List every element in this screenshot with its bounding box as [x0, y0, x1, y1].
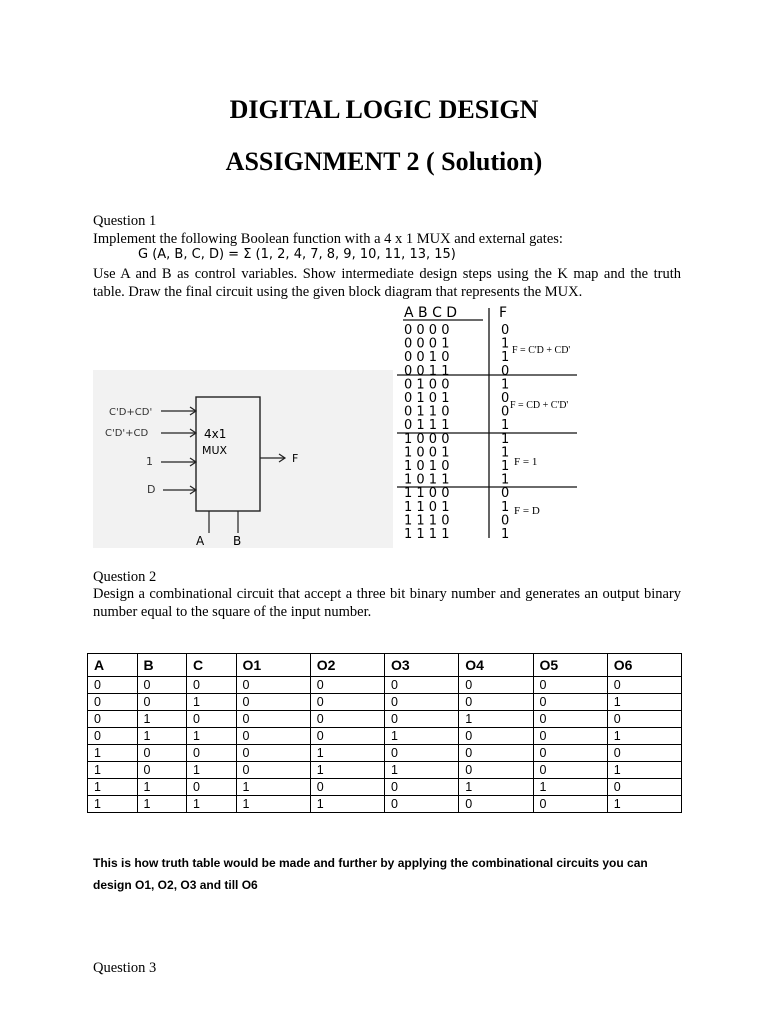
column-header: A	[88, 654, 138, 677]
hand-row-output: 0	[501, 323, 510, 338]
table-cell: 0	[137, 745, 187, 762]
table-row	[88, 745, 682, 762]
mux-input-2: 1	[146, 455, 153, 468]
hand-row-inputs: 0 1 0 0	[404, 377, 450, 393]
table-cell: 0	[310, 728, 384, 745]
hand-row-output: 0	[501, 363, 510, 379]
table-cell: 0	[459, 677, 533, 694]
table-cell: 0	[459, 796, 533, 813]
table-cell: 0	[88, 728, 138, 745]
hand-rows	[404, 323, 509, 540]
table-row	[88, 779, 682, 796]
truth-table-header	[88, 654, 682, 677]
table-cell: 0	[607, 745, 681, 762]
mux-label-1: 4x1	[204, 427, 227, 441]
table-cell: 1	[607, 694, 681, 711]
hand-row-inputs: 1 1 0 1	[404, 499, 450, 515]
table-cell: 0	[385, 711, 459, 728]
table-cell: 0	[187, 745, 237, 762]
table-cell: 1	[88, 762, 138, 779]
table-cell: 0	[607, 711, 681, 728]
table-cell: 1	[607, 728, 681, 745]
column-header: B	[137, 654, 187, 677]
table-cell: 0	[385, 677, 459, 694]
page-title: DIGITAL LOGIC DESIGN	[229, 95, 539, 124]
hand-row-output: 1	[501, 350, 510, 366]
table-cell: 0	[137, 762, 187, 779]
column-header: O2	[310, 654, 384, 677]
column-header: O3	[385, 654, 459, 677]
mux-output: F	[292, 452, 299, 465]
table-cell: 0	[533, 762, 607, 779]
table-cell: 0	[236, 711, 310, 728]
mux-diagram	[93, 370, 393, 548]
hand-row-inputs: 1 1 1 1	[404, 527, 450, 540]
column-header: O1	[236, 654, 310, 677]
mux-input-1: C'D'+CD	[105, 428, 149, 439]
hand-row-output: 1	[501, 527, 510, 540]
truth-table-note: This is how truth table would be made and further by applying the combinational circuits you can design O1, O2, O3 and till O6	[93, 856, 648, 892]
hand-row-output: 1	[501, 377, 510, 393]
table-cell: 0	[236, 745, 310, 762]
hand-row-inputs: 1 0 0 0	[404, 431, 450, 447]
table-cell: 1	[88, 745, 138, 762]
table-cell: 0	[607, 677, 681, 694]
table-cell: 1	[533, 779, 607, 796]
table-cell: 1	[385, 728, 459, 745]
hand-header-inputs: A B C D	[404, 305, 458, 321]
group-label-3: F = 1	[514, 456, 538, 468]
truth-table	[87, 653, 682, 813]
hand-row-inputs: 1 1 0 0	[404, 486, 450, 502]
question-1-instructions: Use A and B as control variables. Show intermediate design steps using the K map and the truth table. Draw the final circuit using the given block diagram that represents the MUX.	[93, 266, 681, 300]
table-cell: 0	[533, 745, 607, 762]
table-cell: 1	[187, 694, 237, 711]
table-cell: 1	[236, 796, 310, 813]
table-cell: 1	[607, 796, 681, 813]
hand-header-output: F	[499, 305, 508, 321]
table-cell: 0	[385, 779, 459, 796]
table-cell: 0	[236, 694, 310, 711]
question-2-text: Design a combinational circuit that accept a three bit binary number and generates an output binary number equal to the square of the input number.	[93, 586, 681, 620]
hand-row-output: 1	[501, 418, 510, 434]
group-label-4: F = D	[514, 505, 540, 517]
table-cell: 0	[459, 694, 533, 711]
table-cell: 1	[459, 779, 533, 796]
table-cell: 0	[385, 796, 459, 813]
hand-row-inputs: 0 0 1 0	[404, 350, 450, 366]
hand-row-inputs: 0 0 1 1	[404, 363, 450, 379]
mux-input-0: C'D+CD'	[109, 407, 153, 418]
table-cell: 1	[459, 711, 533, 728]
group-label-2: F = CD + C'D'	[510, 400, 569, 411]
hand-row-inputs: 0 1 1 1	[404, 418, 450, 434]
hand-row-inputs: 1 0 1 0	[404, 459, 450, 474]
table-cell: 0	[310, 694, 384, 711]
boolean-function: G (A, B, C, D) = Σ (1, 2, 4, 7, 8, 9, 10, 11, 13, 15)	[138, 247, 456, 262]
table-cell: 0	[88, 677, 138, 694]
table-cell: 0	[137, 694, 187, 711]
hand-row-inputs: 1 0 0 1	[404, 445, 450, 461]
question-2-heading: Question 2	[93, 569, 157, 585]
table-cell: 0	[236, 677, 310, 694]
question-1-heading: Question 1	[93, 213, 157, 229]
table-cell: 1	[137, 711, 187, 728]
table-cell: 0	[533, 796, 607, 813]
table-cell: 1	[310, 796, 384, 813]
table-row	[88, 796, 682, 813]
column-header: O6	[607, 654, 681, 677]
question-1-line: Implement the following Boolean function with a 4 x 1 MUX and external gates:	[93, 231, 563, 247]
table-cell: 1	[88, 796, 138, 813]
table-cell: 0	[533, 711, 607, 728]
mux-select-a: A	[196, 534, 205, 548]
table-cell: 0	[187, 677, 237, 694]
mux-select-b: B	[233, 534, 242, 548]
table-row	[88, 728, 682, 745]
table-cell: 0	[310, 711, 384, 728]
table-cell: 0	[187, 779, 237, 796]
table-cell: 1	[137, 796, 187, 813]
handwritten-truth-table	[397, 300, 587, 540]
table-cell: 1	[607, 762, 681, 779]
hand-row-inputs: 1 1 1 0	[404, 513, 450, 529]
hand-row-output: 1	[501, 459, 510, 474]
hand-row-output: 1	[501, 499, 510, 515]
table-cell: 1	[187, 762, 237, 779]
hand-row-inputs: 0 0 0 0	[404, 323, 450, 338]
column-header: O5	[533, 654, 607, 677]
table-cell: 1	[187, 796, 237, 813]
hand-row-output: 1	[501, 445, 510, 461]
table-cell: 0	[385, 694, 459, 711]
table-cell: 1	[385, 762, 459, 779]
table-cell: 1	[187, 728, 237, 745]
table-cell: 0	[137, 677, 187, 694]
table-cell: 1	[88, 779, 138, 796]
hand-row-inputs: 0 1 1 0	[404, 404, 450, 420]
column-header: O4	[459, 654, 533, 677]
hand-row-output: 1	[501, 431, 510, 447]
table-cell: 0	[236, 762, 310, 779]
table-cell: 0	[533, 677, 607, 694]
column-header: C	[187, 654, 237, 677]
table-cell: 0	[88, 711, 138, 728]
table-cell: 0	[310, 677, 384, 694]
table-cell: 1	[310, 762, 384, 779]
table-cell: 0	[88, 694, 138, 711]
table-cell: 0	[310, 779, 384, 796]
table-row	[88, 677, 682, 694]
hand-row-inputs: 1 0 1 1	[404, 472, 450, 488]
page-subtitle: ASSIGNMENT 2 ( Solution)	[225, 147, 543, 176]
table-cell: 0	[459, 762, 533, 779]
hand-row-output: 1	[501, 472, 510, 488]
mux-label-2: MUX	[202, 444, 228, 457]
table-row	[88, 762, 682, 779]
mux-input-3: D	[147, 483, 156, 496]
table-row	[88, 711, 682, 728]
table-row	[88, 694, 682, 711]
question-3-heading: Question 3	[93, 960, 157, 976]
group-label-1: F = C'D + CD'	[512, 345, 571, 356]
hand-row-output: 0	[501, 513, 510, 529]
table-cell: 0	[459, 745, 533, 762]
table-cell: 1	[137, 779, 187, 796]
table-cell: 1	[310, 745, 384, 762]
hand-row-inputs: 0 0 0 1	[404, 336, 450, 352]
hand-row-inputs: 0 1 0 1	[404, 391, 450, 406]
hand-row-output: 1	[501, 336, 510, 352]
table-cell: 0	[533, 694, 607, 711]
table-cell: 0	[533, 728, 607, 745]
table-cell: 0	[607, 779, 681, 796]
hand-row-output: 0	[501, 391, 510, 406]
table-cell: 1	[137, 728, 187, 745]
hand-row-output: 0	[501, 486, 510, 502]
hand-row-output: 0	[501, 404, 510, 420]
table-cell: 0	[187, 711, 237, 728]
table-cell: 0	[385, 745, 459, 762]
table-cell: 0	[236, 728, 310, 745]
table-cell: 0	[459, 728, 533, 745]
table-cell: 1	[236, 779, 310, 796]
